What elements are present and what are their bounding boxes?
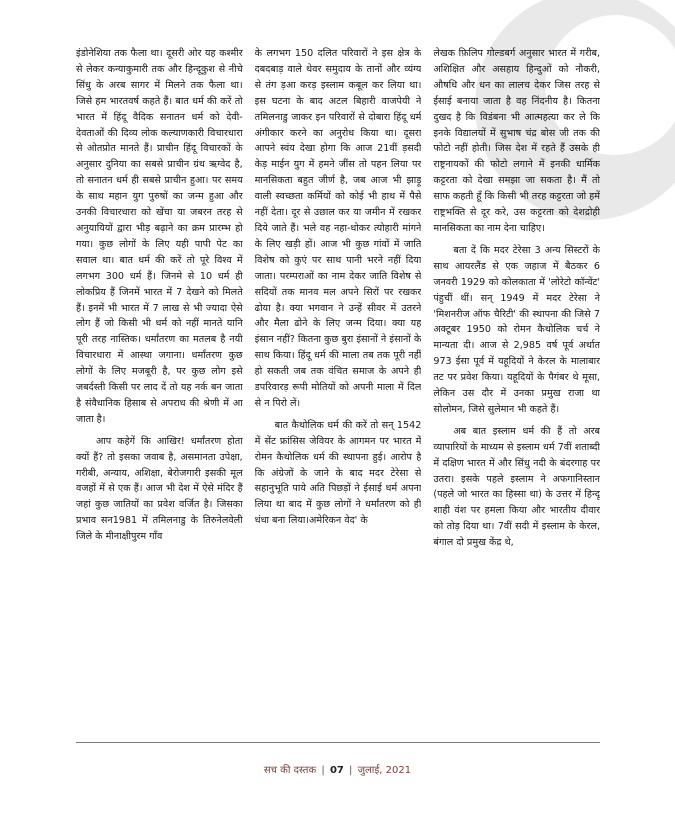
col3-paragraph-3: अब बात इस्लाम धर्म की हैं तो अरब व्यापारियों के माध्यम से इस्लाम धर्म 7वीं शताब्दी में दक्षिण भारत में और सिंधु नदी के बंदरगाह पर उतरा। इसके पहले इस्लाम ने अफगानिस्तान (पहले जो भारत का हिस्सा था) के उत्तर में हिन्दू शाही वंश पर हमला किया और भारतीय दीवार को तोड़ दिया था। 7वीं सदी में इस्लाम के केरल, बंगाल दो प्रमुख केंद्र थे, — [433, 425, 600, 549]
page-footer — [0, 762, 675, 776]
column-1 — [76, 46, 243, 734]
column-2 — [255, 46, 422, 734]
col3-paragraph-2: बता दें कि मदर टेरेसा 3 अन्य सिस्टरों के साथ आयरलैंड से एक जहाज में बैठकर 6 जनवरी 1929 को कोलकाता में 'लोरेटो कॉन्वेंट' पंहुचीं थीं। सन् 1949 में मदर टेरेसा ने 'मिशनरीज ऑफ चैरिटी' की स्थापना की जिसे 7 अक्टूबर 1950 को रोमन कैथोलिक चर्च ने मान्यता दी। आज से 2,985 वर्ष पूर्व अर्थात 973 ईसा पूर्व में यहूदियों ने केरल के मालाबार तट पर प्रवेश किया। यहूदियों के पैगंबर थे मूसा, लेकिन उस दौर में उनका प्रमुख राजा था सोलोमन, जिसे सुलेमान भी कहते हैं। — [433, 244, 600, 415]
footer-separator: | — [321, 765, 325, 776]
column-3 — [433, 46, 600, 734]
col1-paragraph-1: इंडोनेशिया तक फैला था। दूसरी ओर यह कश्मीर से लेकर कन्याकुमारी तक और हिन्दूकुश से नीचे सिंधु के अरब सागर में मिलने तक फैला था। जिसे हम भारतवर्ष कहते हैं। बात धर्म की करें तो भारत में हिंदू वैदिक सनातन धर्म को देवी-देवताओं की दिव्य लोक कल्याणकारी विचारधारा से ओतप्रोत मानते हैं। प्राचीन हिंदू विचारकों के अनुसार दुनिया का सबसे प्राचीन ग्रंथ ऋग्वेद है, तो सनातन धर्म ही सबसे प्राचीन हुआ। पर समय के साथ महान युग पुरुषों का जन्म हुआ और उनकी विचारधारा को खेंचा या जबरन तरह से अनुयायियों द्वारा भीड़ बढ़ाने का क्रम प्रारम्भ हो गया। कुछ लोगों के लिए यही पापी पेट का सवाल था। बात धर्म की करें तो पूरे विश्व में लगभग 300 धर्म हैं। जिनमे से 10 धर्म ही लोकप्रिय हैं जिनमें भारत में 7 देखने को मिलते हैं। इनमें भी भारत में 7 लाख से भी ज्यादा ऐसे लोग हैं जो किसी भी धर्म को नहीं मानते यानि पूरी तरह नास्तिक। धर्मांतरण का मतलब है नयी विचारधारा में आस्था जगाना। धर्मांतरण कुछ लोगों के लिए मजबूरी है, पर कुछ लोग इसे जबर्दस्ती किसी पर लाद दें तो यह नर्क बन जाता है संवैधानिक हिसाब से अपराध की श्रेणी में आ जाता है। — [76, 48, 243, 425]
footer-divider — [76, 742, 600, 743]
col3-paragraph-1: लेखक फ़िलिप गोल्डबर्ग अनुसार भारत में गरीब, अशिक्षित और असहाय हिन्दुओं को नौकरी, औषधि और धन का लालच देकर जिस तरह से ईसाई बनाया जाता है वह निंदनीय है। कितना दुखद है कि विडंबना भी आत्महत्या कर ले कि इनके विद्यालयों में सुभाष चंद्र बोस जी तक की फोटो नहीं होती। जिस देश में रहते हैं उसके ही राष्ट्रनायकों की फोटो लगाने में इनकी धार्मिक कट्टरता को देखा समझा जा सकता है। मैं तो साफ कहती हूँ कि किसी भी तरह कट्टरता जो हमें राष्ट्रभक्ति से दूर करे, उस कट्टरता को देशद्रोही मानसिकता का नाम देना चाहिए। — [433, 48, 600, 234]
col1-paragraph-2: आप कहेगें कि आखिर! धर्मांतरण होता क्यों हैं? तो इसका जवाब है, असमानता उपेक्षा, गरीबी, अन्याय, अशिक्षा, बेरोजगारी इसकी मूल वजहों में से एक हैं। आज भी देश में ऐसे मंदिर हैं जहां कुछ जातियों का प्रवेश वर्जित है। जिसका प्रभाव सन1981 में तमिलनाडु के तिरुनेलवेली जिले के मीनाक्षीपुरम गाँव — [76, 435, 243, 543]
col2-paragraph-1: के लगभग 150 दलित परिवारों ने इस क्षेत्र के दबदबाड़ वाले थेवर समुदाय के तानों और व्यंग्य से तंग ड़आ करड़ इस्लाम कबूल कर लिया था। इस घटना के बाद अटल बिहारी वाजपेयी ने तमिलनाडु जाकर इन परिवारों से दोबारा हिंदू धर्म अंगीकार करने का अनुरोध किया था। दूसरा आपने स्वंय देखा होगा कि आज 21वीं ड़सदी केड़ माईन युग में हमने जींस तो पहन लिया पर मानसिकता बहुत जीर्ण है, जब आज भी झाड़ू वाली स्वच्छता कर्मियों को कोई भी हाथ में पैसे नहीं देता। दूर से उछाल कर या जमीन में रखकर दिये जाते हैं। भले वह नहा-धोकर त्योहारी मांगने के लिए खड़ी हों। आज भी कुछ गांवों में जाति विशेष को कुएं पर साथ पानी भरने नहीं दिया जाता। परम्पराओं का नाम देकर जाति विशेष से सदियों तक मानव मल अपने सिरों पर रखकर ढोया है। क्या भगवान ने उन्हें सीवर में उतरने और मैला ढोने के लिए जन्म दिया। क्या यह इंसान नहीं? कितना कुछ बुरा इंसानों ने इंसानों के साथ किया। हिंदू धर्म की माला तब तक पूरी नहीं हो सकती जब तक वंचित समाज के अपने ही डपरिवारड़ रूपी मोतियों को अपनी माला में दिल से न पिरो लें। — [254, 48, 422, 409]
article-columns — [76, 46, 600, 734]
col2-paragraph-2: बात कैथोलिक धर्म की करें तो सन् 1542 में सेंट फ्रांसिस जेवियर के आगमन पर भारत में रोमन कैथोलिक धर्म की स्थापना हुई। आरोप है कि अंग्रेजों के जाने के बाद मदर टेरेसा से सहानुभूति पाये अति पिछड़ों ने ईसाई धर्म अपना लिया था बाद में कुछ लोगों ने धर्मांतरण को ही धंधा बना लिया।अमेरिकन वेद' के — [254, 419, 422, 527]
issue-date: जुलाई, 2021 — [357, 765, 412, 776]
page-number: 07 — [329, 765, 344, 776]
magazine-name: सच की दस्तक — [263, 765, 317, 776]
footer-separator: | — [349, 765, 353, 776]
